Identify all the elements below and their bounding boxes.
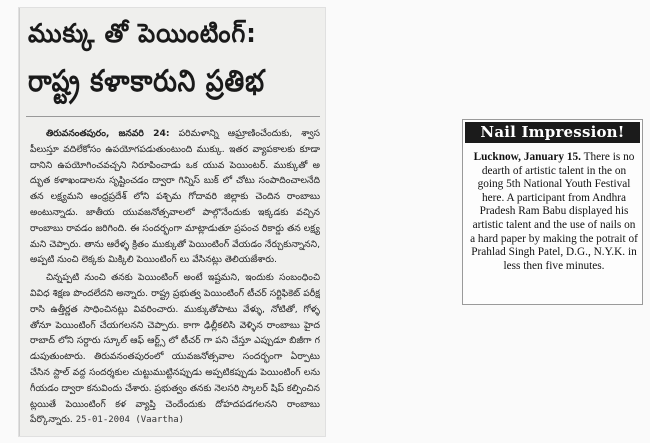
- english-newspaper-clipping: [462, 119, 643, 305]
- clipping-date-stamp: 25-01-2004 (Vaartha): [75, 415, 185, 426]
- telugu-newspaper-clipping: [19, 8, 325, 436]
- telugu-dateline: తిరువనంతపురం, జనవరి 24:: [46, 128, 170, 139]
- telugu-paragraph-1: [30, 126, 320, 268]
- telugu-paragraph-2-text: చిన్నప్పటి నుంచి తనకు పెయింటింగ్ అంటే ఇష్టమని, ఇందుకు సంబంధించి వివిధ శిక్షణ పొందలేదని అన్నారు. రాష్ట్ర ప్రభుత్వ పెయింటింగ్ టీచర్ సర్టిఫికెట్ పరీక్ష రాసి ఉత్తీర్ణత సాధించినట్లు వివరించారు. ముక్కుతోపాటు వేళ్ళు, నోటితో, గోళ్ళతోనూ పెయింటింగ్ చేయగలనని చెప్పారు. కాగా ఢిల్లీకలిసి వెళ్ళిన రాంబాబు హైదరాబాద్ లోని సర్దారు స్కూల్ ఆఫ్ ఆర్ట్స్ లో టీచర్ గా పని చేస్తూ ఎప్పుడూ బిజీగా గడుపుతుంటారు. తిరువనంతపురంలో యువజనోత్సవాల సందర్భంగా ఏర్పాటు చేసిన స్టాల్ వద్ద సందర్శకుల చుట్టుముట్టినప్పుడు అప్పటికప్పుడు పెయింటింగ్ లను గీయడం ద్వారా కనువిందు చేశారు. ప్రభుత్వం తనకు నెలసరి స్కాలర్ షిప్ కల్పించినట్లయితే పెయింటింగ్ కళ వ్యాప్తి చెందేందుకు దోహదపడగలనని రాంబాబు పేర్కొన్నారు.: [30, 272, 320, 426]
- telugu-headline: [28, 12, 320, 108]
- headline-divider: [26, 116, 320, 117]
- telugu-article-body: [30, 126, 320, 436]
- english-dateline: Lucknow, January 15.: [473, 151, 581, 163]
- telugu-paragraph-2: [30, 270, 320, 429]
- english-headline-banner: Nail Impression!: [465, 122, 640, 143]
- english-article-text: There is no dearth of artistic talent in the on going 5th National Youth Festival here. A participant from Andhra Pradesh Ram Babu displayed his artistic talent and the use of nails on a hard paper by making the potrait of Prahlad Singh Patel, D.G., N.Y.K. in less then five minutes.: [470, 151, 638, 272]
- telugu-paragraph-1-text: పరిమళాన్ని ఆఘ్రాణించేందుకు, శ్వాస పీలుస్తూ వదిలేకోసం ఉపయోగపడుతుంటుంది ముక్కు. ఇతర వ్యాపకాలకు కూడా దానిని ఉపయోగించవచ్చని నిరూపించాడు ఒక యువ పెయింటర్. ముక్కుతో అద్భుత కళాఖండాలను సృష్టించడం ద్వారా గిన్నిస్ బుక్ లో చోటు సంపాదించాలనేది తన లక్ష్యమని ఆంధ్రప్రదేశ్ లోని పశ్చిమ గోదావరి జిల్లాకు చెందిన రాంబాబు అంటున్నాడు. జాతీయ యువజనోత్సవాలలో పాల్గొనేందుకు ఇక్కడకు వచ్చిన రాంబాబు రావడం జరిగింది. ఈ సందర్భంగా మాట్లాడుతూ ప్రపంచ రికార్డు తన లక్ష్యమని చెప్పారు. తాను ఆరేళ్ళ క్రితం ముక్కుతో పెయింటింగ్ వేయడం నేర్చుకున్నానని, అప్పటి నుంచి లెక్కకు మిక్కిలి పెయింటింగ్ లు వేసినట్లు తెలియజేశారు.: [30, 128, 320, 266]
- telugu-headline-line-2: రాష్ట్ర కళాకారుని ప్రతిభ: [28, 64, 265, 99]
- english-article-body: [470, 151, 638, 273]
- telugu-headline-line-1: ముక్కు తో పెయింటింగ్:: [28, 19, 257, 49]
